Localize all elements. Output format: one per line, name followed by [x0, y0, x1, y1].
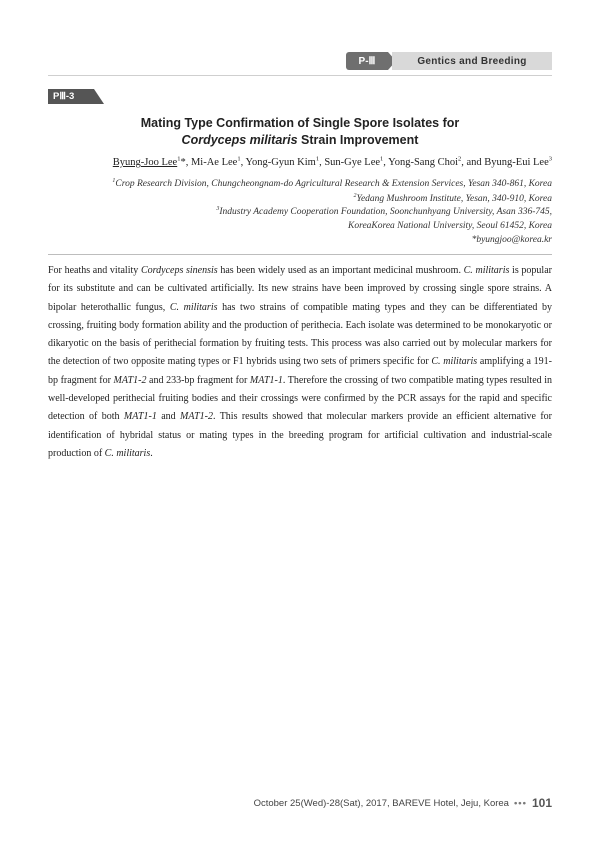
author-name: Sun-Gye Lee — [324, 157, 381, 168]
abstract-italic: C. militaris — [169, 301, 218, 313]
author-affil-sup: 1 — [380, 155, 384, 163]
author-name: Byung-Joo Lee — [112, 157, 178, 168]
abstract-text: and — [156, 411, 181, 423]
section-code-tab: P-Ⅲ — [346, 52, 388, 70]
corresponding-mark: * — [180, 157, 186, 168]
affiliation-text: Crop Research Division, Chungcheongnam-do Agricultural Research & Extension Services, Yesan 340-861, Korea — [115, 179, 552, 189]
author-name: Yong-Sang Choi — [388, 157, 458, 168]
abstract-text: . — [150, 447, 153, 459]
author-affil-sup: 1 — [315, 155, 320, 163]
affiliation-2 — [48, 194, 552, 204]
author-affil-sup: 1 — [237, 155, 241, 163]
abstract-text: For heaths and vitality — [48, 265, 141, 276]
author-name: Mi-Ae Lee — [190, 157, 238, 168]
affiliation-1 — [48, 179, 552, 189]
abstract-code-badge-slant — [94, 89, 104, 104]
abstract-divider — [48, 254, 552, 255]
abstract-italic: MAT1-2 — [180, 411, 213, 423]
paper-title — [48, 115, 552, 149]
page-footer — [254, 796, 552, 810]
affiliation-sup: 1 — [112, 177, 116, 184]
abstract-italic: C. militaris — [104, 447, 151, 459]
corresponding-email: *byungjoo@korea.kr — [471, 235, 552, 245]
author-affil-sup: 1 — [177, 155, 181, 163]
abstract-italic: MAT1-1 — [123, 411, 157, 423]
abstract-text: is popular for its substitute and can be cultivated artificially. Its new strains have been improved by crossing single spore strains. A bipolar heterothallic fungus, — [48, 265, 552, 313]
author-name: Yong-Gyun Kim — [245, 157, 316, 168]
page-number: 101 — [531, 796, 552, 810]
abstract-text: amplifying a 191-bp fragment for — [48, 356, 552, 386]
abstract-text: . Therefore the crossing of two compatible mating types resulted in well-developed perithecial fruiting bodies and their crossings were confirmed by the PCR assays for the rapid and specific detection of both — [48, 374, 552, 423]
title-line-2-rest: Strain Improvement — [297, 133, 419, 147]
abstract-text: and 233-bp fragment for — [146, 374, 250, 386]
author-affil-sup: 3 — [548, 155, 552, 163]
abstract-italic: C. militaris — [463, 265, 510, 276]
abstract-body — [48, 262, 552, 463]
title-line-1: Mating Type Confirmation of Single Spore Isolates for — [140, 116, 460, 130]
abstract-italic: Cordyceps sinensis — [140, 265, 218, 276]
affiliation-text: Industry Academy Cooperation Foundation, Soonchunhyang University, Asan 336-745, — [219, 207, 552, 217]
affiliation-text: Yedang Mushroom Institute, Yesan, 340-910, Korea — [356, 194, 552, 204]
section-title-tab: Gentics and Breeding — [392, 52, 552, 70]
abstract-text: has two strains of compatible mating types and they can be differentiated by crossing, fruiting body formation ability and the production of perithecia. Each isolate was determined to be monokaryotic or dikaryotic on the basis of perithecial formation by fruiting tests. This process was also carried out by molecular markers for the detection of two opposite mating types or F1 hybrids using two sets of primers specific for — [48, 301, 552, 368]
affiliation-3 — [48, 207, 552, 217]
author-affil-sup: 2 — [458, 155, 462, 163]
affiliation-sup: 2 — [353, 192, 357, 199]
affiliation-sup: 3 — [216, 205, 220, 212]
abstract-text: . This results showed that molecular markers provide an efficient alternative for identification of hybridal status or mating types in the breeding program for artificial cultivation and industrial-scale production of — [48, 411, 552, 459]
abstract-text: has been widely used as an important medicinal mushroom. — [217, 265, 464, 276]
author-list: Byung-Joo Lee$^1$*, Mi-Ae Lee$^1$, Yong-Gyun Kim$^1$, Sun-Gye Lee$^1$, Yong-Sang Choi$^2$, and Byung-Eui Lee$^3$ — [112, 155, 552, 168]
affiliation-3-cont: KoreaKorea National University, Seoul 61452, Korea — [348, 221, 552, 231]
title-species: Cordyceps militaris — [181, 133, 298, 147]
abstract-code-badge: PⅢ-3 — [48, 89, 94, 104]
author-name: Byung-Eui Lee — [484, 157, 549, 168]
abstract-italic: MAT1-1 — [249, 374, 283, 386]
title-line-2 — [48, 132, 552, 149]
abstract-italic: C. militaris — [431, 356, 478, 368]
footer-dots: ••• — [513, 797, 527, 809]
header-divider — [48, 75, 552, 76]
footer-conference-text: October 25(Wed)-28(Sat), 2017, BAREVE Hotel, Jeju, Korea — [253, 797, 509, 809]
abstract-italic: MAT1-2 — [113, 374, 147, 386]
